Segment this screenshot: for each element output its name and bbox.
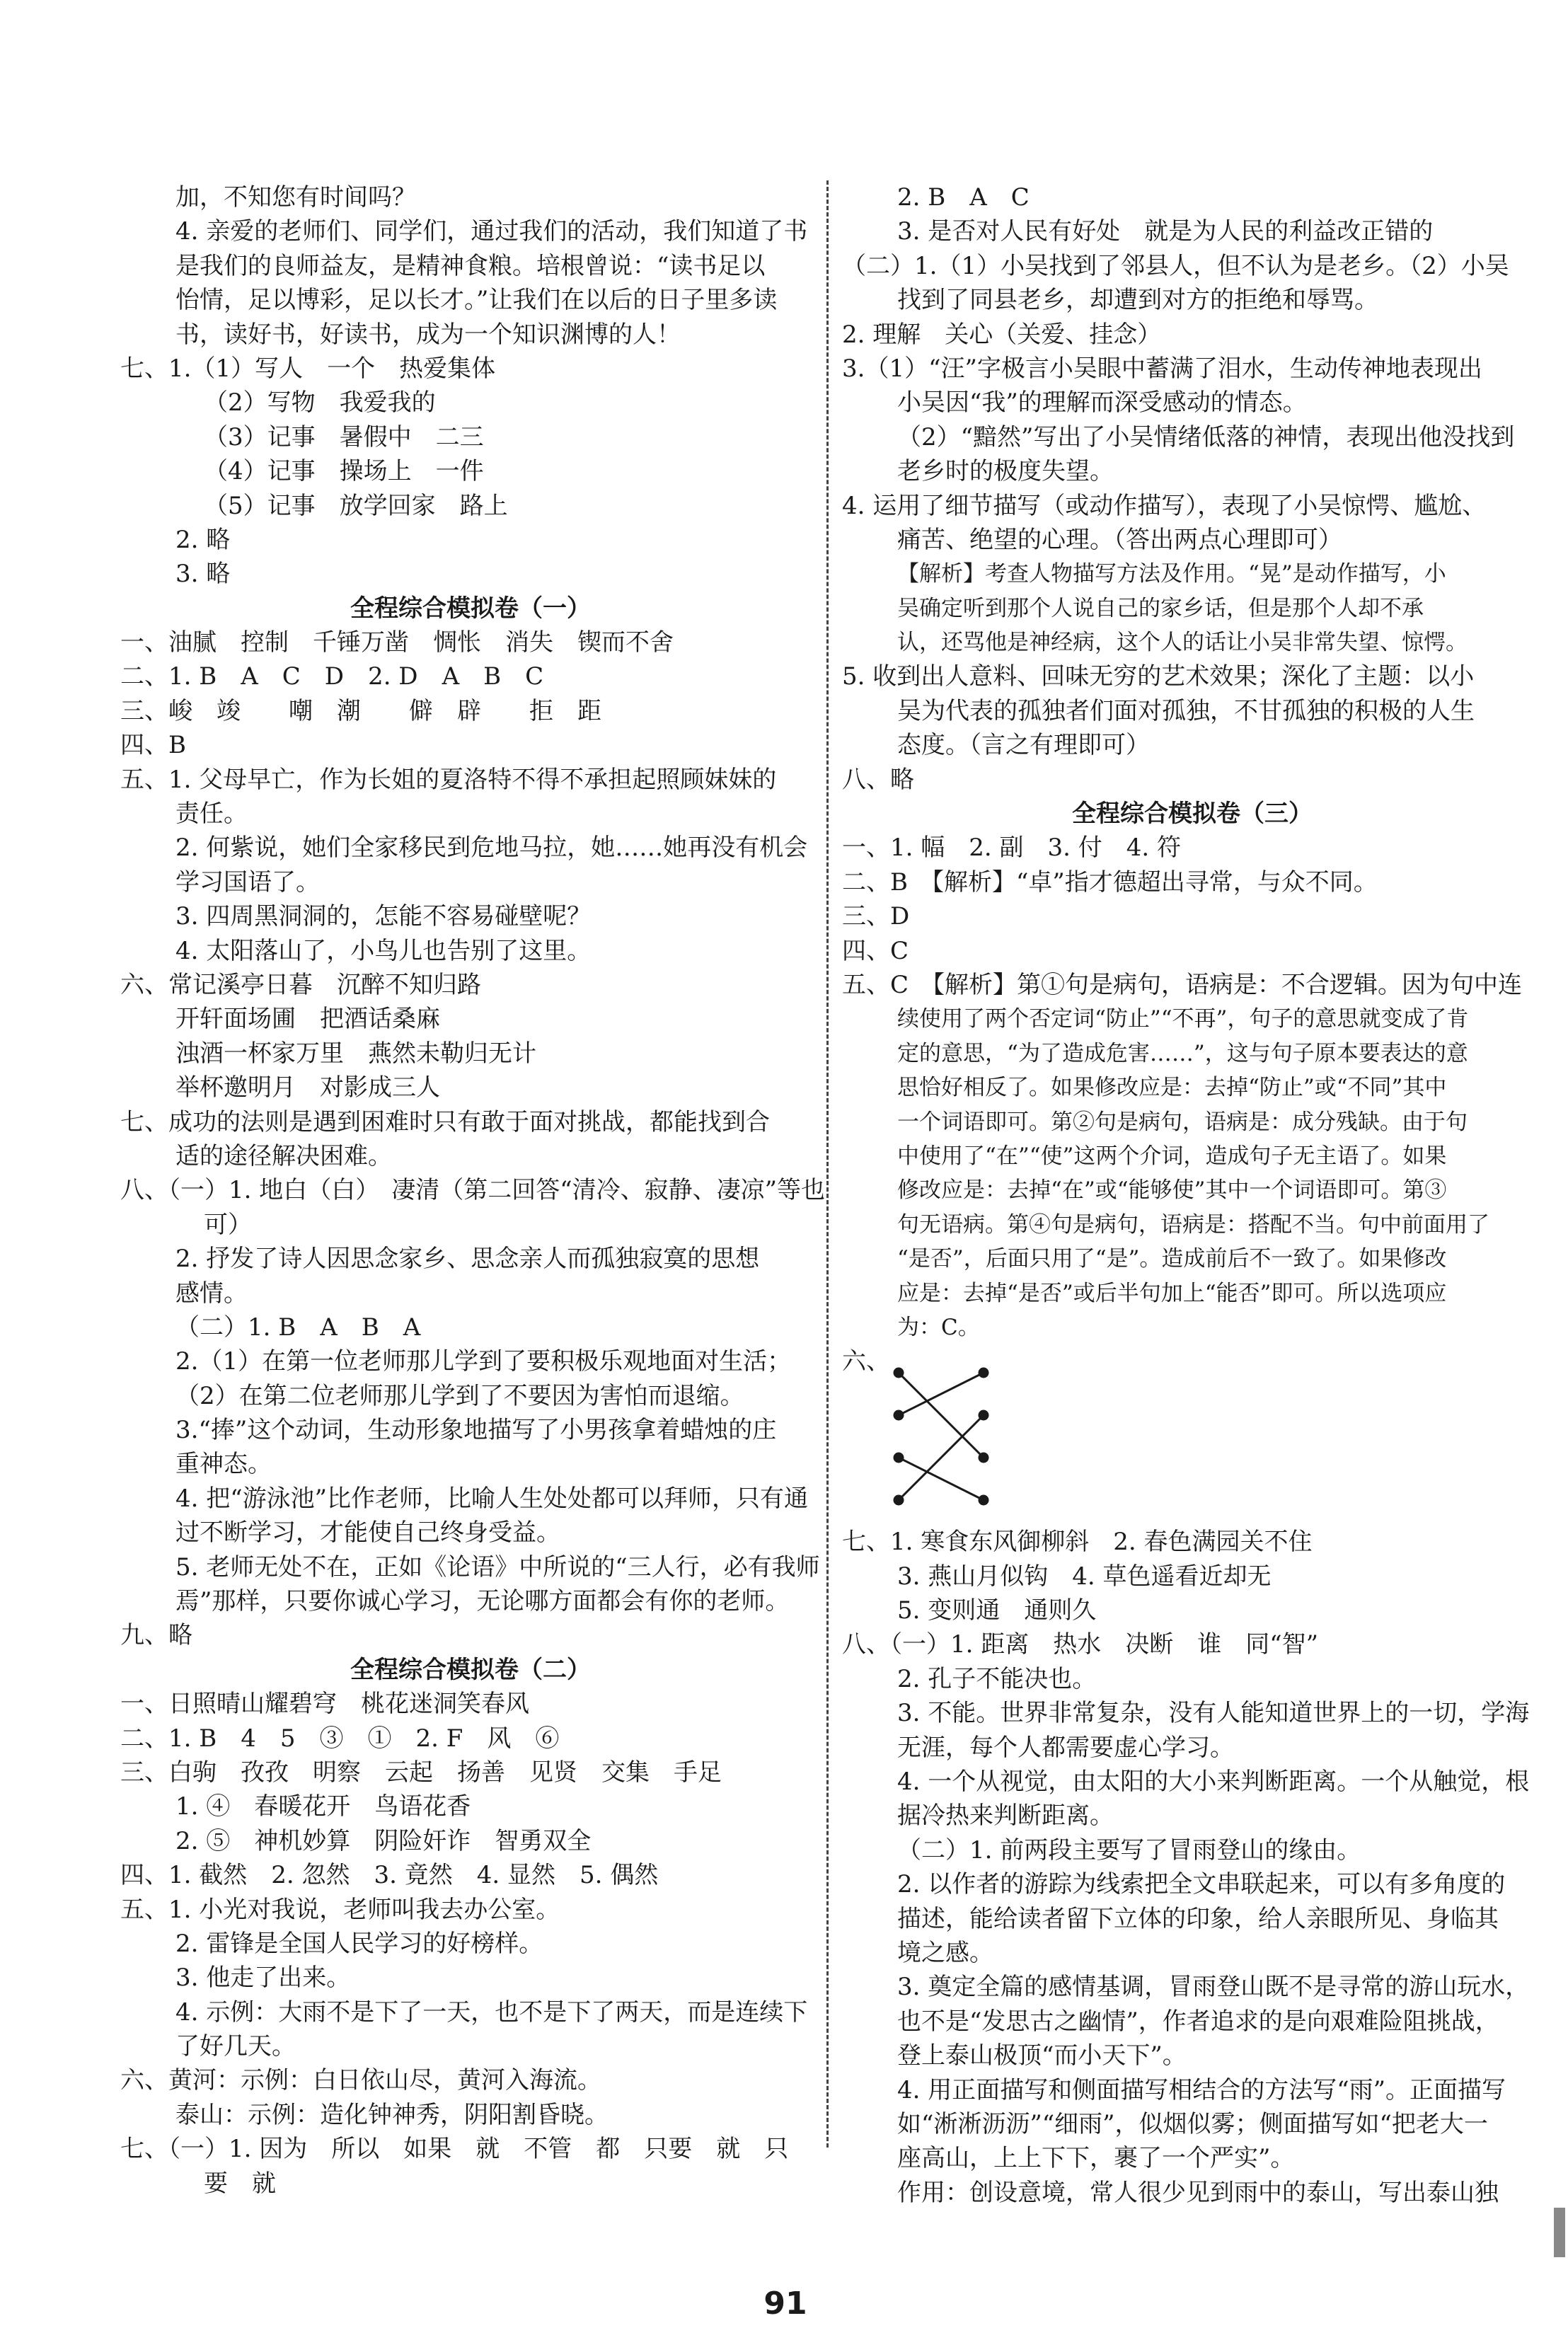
answer-line: 适的途径解决困难。 [175,1141,392,1170]
match-dot-right-3 [979,1453,988,1462]
answer-line: （二）1. B A B A [175,1313,421,1342]
match-dot-left-4 [894,1496,903,1504]
answer-line: 七、1. 寒食东风御柳斜 2. 春色满园关不住 [842,1528,1313,1557]
answer-line: 中使用了“在”“使”这两个介词，造成句子无主语了。如果 [897,1143,1447,1169]
answer-line: 5. 变则通 通则久 [897,1596,1097,1625]
answer-line: 三、峻 竣 嘲 潮 僻 辟 拒 距 [120,696,601,725]
answer-line: 定的意思，“为了造成危害……”，这与句子原本要表达的意 [897,1040,1468,1066]
answer-line: 二、1. B 4 5 ③ ① 2. F 风 ⑥ [120,1724,560,1753]
answer-line: 5. 收到出人意料、回味无穷的艺术效果；深化了主题：以小 [842,662,1475,691]
answer-line: 4. 运用了细节描写（或动作描写），表现了小吴惊愕、尴尬、 [842,491,1487,520]
answer-line: 书，读好书，好读书，成为一个知识渊博的人！ [175,320,681,349]
answer-line: 2. 雷锋是全国人民学习的好榜样。 [175,1929,543,1958]
answer-line: 二、1. B A C D 2. D A B C [120,662,544,691]
answer-line: 3. 燕山月似钩 4. 草色遥看近却无 [897,1562,1272,1591]
answer-line: 如“淅淅沥沥”“细雨”，似烟似雾；侧面描写如“把老大一 [897,2109,1488,2138]
answer-line: 2. B A C [897,183,1030,212]
left-column [120,180,826,2201]
match-dot-right-4 [979,1496,988,1504]
answer-line: 3. 略 [175,560,231,589]
answer-line: 八、略 [842,765,914,794]
answer-line: （二）1. 前两段主要写了冒雨登山的缘由。 [897,1835,1361,1864]
answer-line: 为：C。 [897,1314,980,1340]
answer-line: 作用：创设意境，常人很少见到雨中的泰山，写出泰山独 [897,2178,1499,2207]
answer-line: （2）“黯然”写出了小吴情绪低落的神情，表现出他没找到 [897,422,1515,451]
answer-line: 登上泰山极顶“而小天下”。 [897,2041,1187,2070]
answer-line: 六、常记溪亭日暮 沉醉不知归路 [120,970,481,999]
match-dot-right-1 [979,1368,988,1377]
answer-line: 2. 孔子不能决也。 [897,1664,1097,1693]
section-heading: 全程综合模拟卷（三） [1072,800,1313,829]
answer-line: （2）在第二位老师那儿学到了不要因为害怕而退缩。 [175,1381,744,1410]
answer-line: 三、白驹 孜孜 明察 云起 扬善 见贤 交集 手足 [120,1758,722,1787]
answer-line: 五、1. 父母早亡，作为长姐的夏洛特不得不承担起照顾妹妹的 [120,765,777,794]
answer-line: 是我们的良师益友，是精神食粮。培根曾说：“读书足以 [175,251,766,280]
answer-line: 一、日照晴山耀碧穹 桃花迷洞笑春风 [120,1690,529,1719]
answer-line: “是否”，后面只用了“是”。造成前后不一致了。如果修改 [897,1246,1447,1272]
answer-line: 5. 老师无处不在，正如《论语》中所说的“三人行，必有我师 [175,1552,820,1581]
answer-line: 老乡时的极度失望。 [897,457,1114,486]
answer-line: （5）记事 放学回家 路上 [204,491,508,520]
match-dot-left-3 [894,1453,903,1462]
answer-line: 责任。 [175,800,248,829]
answer-line: 四、1. 截然 2. 忽然 3. 竟然 4. 显然 5. 偶然 [120,1861,659,1890]
match-line-1 [899,1373,984,1458]
answer-line: 四、C [842,936,909,965]
answer-line: 吴为代表的孤独者们面对孤独，不甘孤独的积极的人生 [897,696,1475,725]
answer-line: 2. 何紫说，她们全家移民到危地马拉，她……她再没有机会 [175,834,808,863]
answer-line: 2. ⑤ 神机妙算 阴险奸诈 智勇双全 [175,1826,592,1855]
answer-line: 3.（1）“汪”字极言小吴眼中蓄满了泪水，生动传神地表现出 [842,354,1482,383]
answer-line: 吴确定听到那个人说自己的家乡话，但是那个人却不承 [897,595,1424,621]
answer-line: 七、成功的法则是遇到困难时只有敢于面对挑战，都能找到合 [120,1107,770,1136]
answer-line: 五、1. 小光对我说，老师叫我去办公室。 [120,1895,560,1924]
answer-line: 一、1. 幅 2. 副 3. 付 4. 符 [842,834,1181,863]
answer-line: 要 就 [204,2169,276,2198]
answer-line: 续使用了两个否定词“防止”“不再”，句子的意思就变成了肯 [897,1006,1469,1032]
matching-lines [884,1359,998,1514]
answer-line: 开轩面场圃 把酒话桑麻 [175,1005,440,1034]
answer-line: 3. 四周黑洞洞的，怎能不容易碰壁呢？ [175,902,592,931]
answer-line: （二）1.（1）小吴找到了邻县人，但不认为是老乡。（2）小吴 [842,251,1509,280]
answer-line: 也不是“发思古之幽情”，作者追求的是向艰难险阻挑战， [897,2007,1499,2036]
answer-line: 可） [204,1210,252,1239]
answer-line: 七、（一）1. 因为 所以 如果 就 不管 都 只要 就 只 [120,2135,789,2164]
answer-line: 修改应是：去掉“在”或“能够使”其中一个词语即可。第③ [897,1177,1447,1204]
answer-line: 过不断学习，才能使自己终身受益。 [175,1518,560,1547]
answer-line: 3.“捧”这个动词，生动形象地描写了小男孩拿着蜡烛的庄 [175,1416,777,1445]
answer-line: 座高山，上上下下，裹了一个严实”。 [897,2144,1295,2173]
answer-line: 举杯邀明月 对影成三人 [175,1073,440,1102]
answer-line: 应是：去掉“是否”或后半句加上“能否”即可。所以选项应 [897,1280,1447,1306]
answer-line: 【解析】考查人物描写方法及作用。“晃”是动作描写，小 [897,561,1446,587]
answer-line: 描述，能给读者留下立体的印象，给人亲眼所见、身临其 [897,1904,1499,1933]
matching-diagram [842,1344,1543,1525]
answer-line: 重神态。 [175,1450,272,1479]
answer-line: 2. 抒发了诗人因思念家乡、思念亲人而孤独寂寞的思想 [175,1245,760,1274]
answer-line: 三、D [842,902,910,931]
answer-line: 痛苦、绝望的心理。（答出两点心理即可） [897,525,1342,554]
answer-line: 2.（1）在第一位老师那儿学到了要积极乐观地面对生活； [175,1347,792,1376]
answer-line: 4. 用正面描写和侧面描写相结合的方法写“雨”。正面描写 [897,2075,1506,2104]
answer-line: 据冷热来判断距离。 [897,1802,1114,1831]
match-dot-left-1 [894,1368,903,1377]
answer-line: 3. 奠定全篇的感情基调，冒雨登山既不是寻常的游山玩水， [897,1973,1530,2002]
answer-line: 小吴因“我”的理解而深受感动的情态。 [897,388,1307,417]
section-heading: 全程综合模拟卷（二） [350,1655,591,1684]
answer-line: 2. 略 [175,525,231,554]
match-dot-left-2 [894,1411,903,1419]
match-dot-right-2 [979,1411,988,1419]
answer-line: 焉”那样，只要你诚心学习，无论哪方面都会有你的老师。 [175,1587,790,1616]
answer-line: 四、B [120,731,186,760]
answer-line: 3. 不能。世界非常复杂，没有人能知道世界上的一切，学海 [897,1699,1530,1728]
answer-line: 加，不知您有时间吗？ [175,183,416,212]
answer-line: 3. 是否对人民有好处 就是为人民的利益改正错的 [897,217,1434,246]
right-column [842,180,1543,2210]
answer-line: 了好几天。 [175,2032,296,2061]
matching-diagram-label: 六、 [842,1347,890,1376]
answer-line: 七、1.（1）写人 一个 热爱集体 [120,354,496,383]
answer-line: 学习国语了。 [175,868,320,897]
answer-line: 六、黄河：示例：白日依山尽，黄河入海流。 [120,2066,601,2095]
answer-line: 泰山：示例：造化钟神秀，阴阳割昏晓。 [175,2100,609,2129]
page-number: 91 [763,2286,807,2322]
answer-line: 态度。（言之有理即可） [897,731,1150,760]
answer-line: 2. 以作者的游踪为线索把全文串联起来，可以有多角度的 [897,1870,1506,1899]
answer-line: 找到了同县老乡，却遭到对方的拒绝和辱骂。 [897,286,1378,315]
answer-line: 八、（一）1. 地白（白） 凄清（第二回答“清冷、寂静、凄凉”等也 [120,1176,826,1205]
answer-line: 一、油腻 控制 千锤万凿 惆怅 消失 锲而不舍 [120,628,674,657]
answer-line: 无涯，每个人都需要虚心学习。 [897,1733,1234,1762]
answer-line: 4. 太阳落山了，小鸟儿也告别了这里。 [175,936,592,965]
answer-line: 浊酒一杯家万里 燕然未勒归无计 [175,1039,536,1068]
match-line-4 [899,1415,984,1500]
answer-line: 一个词语即可。第②句是病句，语病是：成分残缺。由于句 [897,1109,1468,1135]
answer-line: 九、略 [120,1621,192,1650]
right-column-top [842,180,1543,1344]
answer-line: （2）写物 我爱我的 [204,388,436,417]
answer-line: （4）记事 操场上 一件 [204,457,484,486]
edge-mark [1554,2208,1565,2257]
answer-line: 4. 亲爱的老师们、同学们，通过我们的活动，我们知道了书 [175,217,808,246]
answer-line: 境之感。 [897,1938,993,1967]
answer-line: 4. 一个从视觉，由太阳的大小来判断距离。一个从触觉，根 [897,1768,1530,1797]
answer-line: 感情。 [175,1279,248,1308]
column-divider [826,180,829,2148]
answer-line: 怡情，足以博彩，足以长才。”让我们在以后的日子里多读 [175,286,778,315]
match-line-3 [899,1458,984,1500]
answer-line: 二、B 【解析】“卓”指才德超出寻常，与众不同。 [842,868,1378,897]
answer-line: 五、C 【解析】第①句是病句，语病是：不合逻辑。因为句中连 [842,970,1523,999]
answer-line: 1. ④ 春暖花开 鸟语花香 [175,1792,471,1821]
match-line-2 [899,1373,984,1415]
answer-line: 4. 示例：大雨不是下了一天，也不是下了两天，而是连续下 [175,1998,808,2027]
answer-line: 4. 把“游泳池”比作老师，比喻人生处处都可以拜师，只有通 [175,1484,809,1513]
answer-line: 八、（一）1. 距离 热水 决断 谁 同“智” [842,1630,1319,1659]
answer-line: （3）记事 暑假中 二三 [204,422,484,451]
answer-line: 认，还骂他是神经病，这个人的话让小吴非常失望、惊愕。 [897,630,1468,656]
answer-line: 2. 理解 关心（关爱、挂念） [842,320,1162,349]
answer-line: 句无语病。第④句是病句，语病是：搭配不当。句中前面用了 [897,1211,1489,1238]
section-heading: 全程综合模拟卷（一） [350,594,591,623]
answer-line: 3. 他走了出来。 [175,1964,351,1993]
answer-line: 思恰好相反了。如果修改应是：去掉“防止”或“不同”其中 [897,1075,1447,1101]
right-column-bottom [842,1525,1543,2210]
